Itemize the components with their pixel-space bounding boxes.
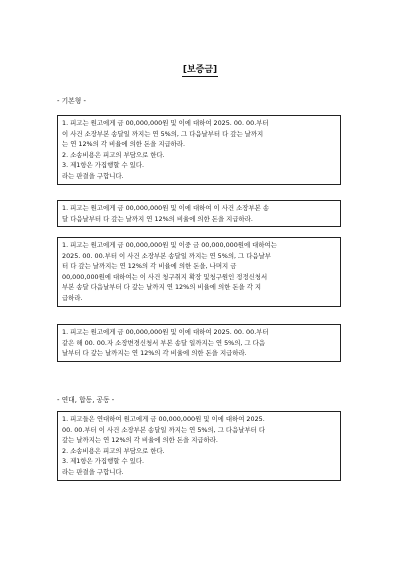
claim-line: 2. 소송비용은 피고의 부담으로 한다.	[62, 446, 165, 455]
claim-line: 3. 제1항은 가집행할 수 있다.	[62, 457, 145, 466]
claim-line: 2025. 00. 00.부터 이 사건 소장부본 송달일 까지는 연 5%의, 그 다음날부	[62, 251, 271, 260]
section-heading-basic: - 기본형 -	[57, 97, 86, 105]
claim-line: 달 다음날부터 다 갚는 날까지 연 12%의 비율에 의한 돈을 지급하라.	[62, 214, 253, 223]
section-heading-joint: - 연대, 합동, 공동 -	[57, 396, 115, 404]
claim-box-2	[57, 200, 341, 227]
claim-box-3	[57, 237, 341, 307]
claim-line: 00. 00.부터 이 사건 소장부본 송달일 까지는 연 5%의, 그 다음날부터 다	[62, 425, 266, 434]
document-title-text: [보증금]	[182, 65, 218, 75]
claim-line: 1. 피고는 원고에게 금 00,000,000원 및 이에 대하여 2025. 00. 00.부터	[62, 119, 269, 127]
claim-line: 00,000,000원에 대하여는 이 사건 청구취지 확장 및청구원인 정정신청서	[62, 272, 268, 281]
claim-line: 1. 피고들은 연대하여 원고에게 금 00,000,000원 및 이에 대하여 2025.	[62, 415, 265, 423]
claim-box-4	[57, 324, 341, 362]
claim-line: 2. 소송비용은 피고의 부담으로 한다.	[62, 150, 165, 159]
claim-line: 같은 해 00. 00.자 소장변경신청서 부본 송달 일까지는 연 5%의, 그 다음	[62, 338, 266, 347]
claim-line: 부본 송달 다음날부터 다 갚는 날까지 연 12%의 비율에 의한 돈을 각 지	[62, 283, 262, 292]
claim-line: 3. 제1항은 가집행할 수 있다.	[62, 161, 145, 170]
claim-line: 는 연 12%의 각 비율에 의한 돈을 지급하라.	[62, 140, 186, 149]
claim-line: 라는 판결을 구합니다.	[62, 171, 124, 180]
claim-line: 1. 피고는 원고에게 금 00,000,000원 및 이에 대하여 이 사건 소장부본 송	[62, 204, 270, 212]
claim-line: 라는 판결을 구합니다.	[62, 467, 124, 476]
document-title	[0, 64, 400, 77]
claim-line: 갚는 날까지는 연 12%의 각 비율에 의한 돈을 지급하라.	[62, 436, 218, 445]
claim-box-5	[57, 411, 341, 481]
claim-box-1	[57, 115, 341, 185]
claim-line: 날부터 다 갚는 날까지는 연 12%의 각 비율에 의한 돈을 지급하라.	[62, 349, 247, 358]
claim-line: 1. 피고는 원고에게 금 00,000,000원 및 이에 대하여 2025. 00. 00.부터	[62, 328, 269, 336]
claim-line: 터 다 갚는 날까지는 연 12%의 각 비율에 의한 돈을, 나머지 금	[62, 262, 237, 271]
claim-line: 1. 피고는 원고에게 금 00,000,000원 및 이중 금 00,000,000원에 대하여는	[62, 241, 277, 249]
claim-line: 이 사건 소장부본 송달일 까지는 연 5%의, 그 다음날부터 다 갚는 날까지	[62, 129, 264, 138]
claim-line: 급하라.	[62, 293, 83, 302]
